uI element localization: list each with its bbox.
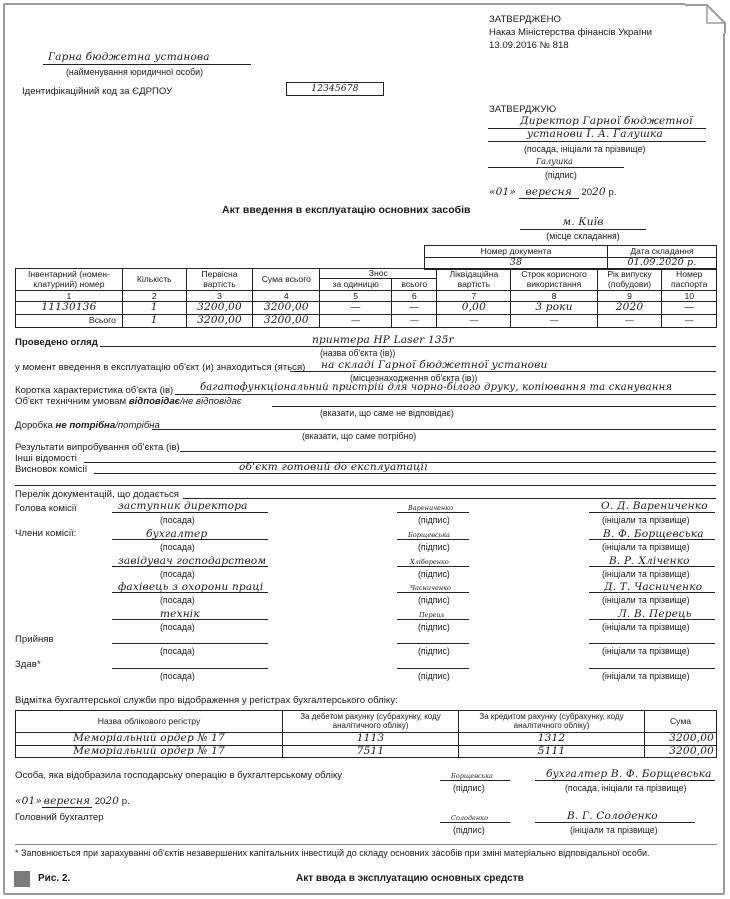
conformity-caption: (вказати, що саме не відповідає) <box>320 408 454 418</box>
approve-title: ЗАТВЕРДЖУЮ <box>489 104 557 115</box>
approved-line1: Наказ Міністерства фінансів України <box>489 27 652 38</box>
figure-caption: Акт ввода в эксплуатацию основных средств <box>296 873 524 884</box>
approve-signature-caption: (підпис) <box>545 170 577 180</box>
col-inv: Інвентарний (номен-клатурний) номер <box>16 269 123 291</box>
commission-members-label: Члени комісії: <box>15 528 77 539</box>
approved-line2: 13.09.2016 № 818 <box>489 40 569 51</box>
approve-position-line2: установи І. А. Галушка <box>527 128 663 140</box>
figure-marker <box>14 871 30 887</box>
location-value: на складі Гарної бюджетної установи <box>321 359 548 371</box>
col-wear: Знос <box>320 269 437 279</box>
reflector-position-name: бухгалтер В. Ф. Борщевська <box>546 768 712 780</box>
chief-signature: Солоденко <box>451 814 488 822</box>
table-row: Меморіальний ордер № 17 1113 1312 3200,00 <box>16 733 717 746</box>
commission-head-label: Голова комісії <box>15 503 77 514</box>
acc-col-register: Назва облікового регістру <box>16 711 283 733</box>
edrpou-code: 12345678 <box>286 82 384 96</box>
commission-name: Д. Т. Часниченко <box>604 581 703 593</box>
inspection-caption: (назва об'єкта (ів)) <box>320 348 396 358</box>
accounting-title: Відмітка бухгалтерської служби про відображення у регістрах бухгалтерського обліку: <box>15 695 398 706</box>
reflector-date: «01» вересня 2020 р. <box>15 795 130 807</box>
test-results-label: Результати випробування об'єкта (ів) <box>15 442 180 453</box>
col-year: Рік випуску (побудови) <box>597 269 662 291</box>
col-qty: Кількість <box>122 269 186 291</box>
act-title: Акт введення в експлуатацію основних засобів <box>222 204 471 216</box>
acc-col-sum: Сума <box>645 711 717 733</box>
commission-position: технік <box>160 608 200 620</box>
approve-signature: Галушка <box>536 157 573 166</box>
commission-name: Л. В. Перець <box>618 608 692 620</box>
location-caption: (місцезнаходження об'єкта (ів)) <box>350 373 478 383</box>
commission-signature: Часниченко <box>410 584 451 592</box>
col-initial: Первісна вартість <box>186 269 253 291</box>
approve-position-line1: Директор Гарної бюджетної <box>520 115 693 127</box>
org-name-caption: (найменування юридичної особи) <box>66 67 204 77</box>
commission-position: заступник директора <box>118 500 248 512</box>
reflector-label: Особа, яка відобразила господарську операцію в бухгалтерському обліку <box>15 770 343 781</box>
docs-list-label: Перелік документацій, що додається <box>15 489 179 500</box>
commission-name: О. Д. Варениченко <box>601 500 708 512</box>
approve-date: «01» вересня 2020 р. <box>489 186 617 198</box>
footnote: * Заповнюється при зарахуванні об'єктів незавершених капітальних інвестицій до складу основних засобів при зміні матеріально відповідальної особи. <box>15 848 650 858</box>
accounting-table <box>15 710 717 758</box>
col-term: Строк корисного використання <box>511 269 597 291</box>
commission-position: бухгалтер <box>146 528 208 540</box>
commission-name: В. Ф. Борщевська <box>603 528 704 540</box>
doc-number-table <box>424 245 717 270</box>
reflector-signature: Борщевська <box>451 772 493 780</box>
place-value: м. Київ <box>562 216 604 228</box>
col-wear-unit: за одиницю <box>320 279 392 291</box>
commission-position: завідувач господарством <box>118 555 267 567</box>
org-name: Гарна бюджетна установа <box>48 51 210 63</box>
chief-label: Головний бухгалтер <box>15 812 104 823</box>
table-total-row: Всього 1 3200,00 3200,00 — — — — — — <box>16 315 717 328</box>
acc-col-credit: За кредитом рахунку (субрахунку, коду аналітичного обліку) <box>459 711 645 733</box>
chief-name: В. Г. Солоденко <box>567 810 658 822</box>
place-caption: (місце складання) <box>546 231 620 241</box>
col-liq: Ліквідаційна вартість <box>437 269 511 291</box>
characteristic-value: багатофункціональний пристрій для чорно-білого друку, копіювання та сканування <box>200 382 673 393</box>
inspection-label: Проведено огляд <box>15 337 98 348</box>
doc-date: 01.09.2020 р. <box>608 258 717 270</box>
completion-caption: (вказати, що саме потрібно) <box>302 431 417 441</box>
location-label: у момент введення в експлуатацію об'єкт (и) знаходиться (яться) <box>15 362 306 373</box>
handed-label: Здав* <box>15 659 41 670</box>
col-passport: Номер паспорта <box>662 269 717 291</box>
conclusion-value: об'єкт готовий до експлуатації <box>239 461 428 473</box>
characteristic-label: Коротка характеристика об'єкта (ів) <box>15 385 174 396</box>
table-row-numbers: 1 2 3 4 5 6 7 8 9 10 <box>16 291 717 302</box>
commission-signature: Варениченко <box>408 504 454 512</box>
completion-label: Доробка не потрібна/потрібна <box>15 420 160 431</box>
commission-signature: Борщевська <box>408 531 450 539</box>
col-total: Сума всього <box>253 269 320 291</box>
doc-date-header: Дата складання <box>608 246 717 258</box>
assets-table <box>15 268 717 328</box>
commission-position: фахівець з охорони праці <box>118 581 264 593</box>
table-row: Меморіальний ордер № 17 7511 5111 3200,00 <box>16 745 717 758</box>
accepted-label: Прийняв <box>15 634 54 645</box>
commission-name: В. Р. Хліченко <box>609 555 690 567</box>
commission-signature: Хліборенко <box>410 558 449 566</box>
acc-col-debit: За дебетом рахунку (субрахунку, коду аналітичного обліку) <box>283 711 459 733</box>
doc-number-header: Номер документа <box>425 246 608 258</box>
conclusion-label: Висновок комісії <box>15 464 88 475</box>
table-row: 11130136 1 3200,00 3200,00 — — 0,00 3 роки 2020 — <box>16 302 717 315</box>
doc-number: 38 <box>425 258 608 270</box>
commission-signature: Перець <box>419 611 445 619</box>
approved-title: ЗАТВЕРДЖЕНО <box>489 14 562 25</box>
approve-position-caption: (посада, ініціали та прізвище) <box>524 144 646 154</box>
figure-label: Рис. 2. <box>38 873 71 884</box>
conformity-label: Об'єкт технічним умовам відповідає/не відповідає <box>15 396 242 407</box>
other-info-label: Інші відомості <box>15 453 77 464</box>
col-wear-total: всього <box>392 279 437 291</box>
inspection-value: принтера HP Laser 135r <box>312 334 454 346</box>
folded-corner <box>685 3 727 33</box>
edrpou-label: Ідентифікаційний код за ЄДРПОУ <box>22 86 173 97</box>
